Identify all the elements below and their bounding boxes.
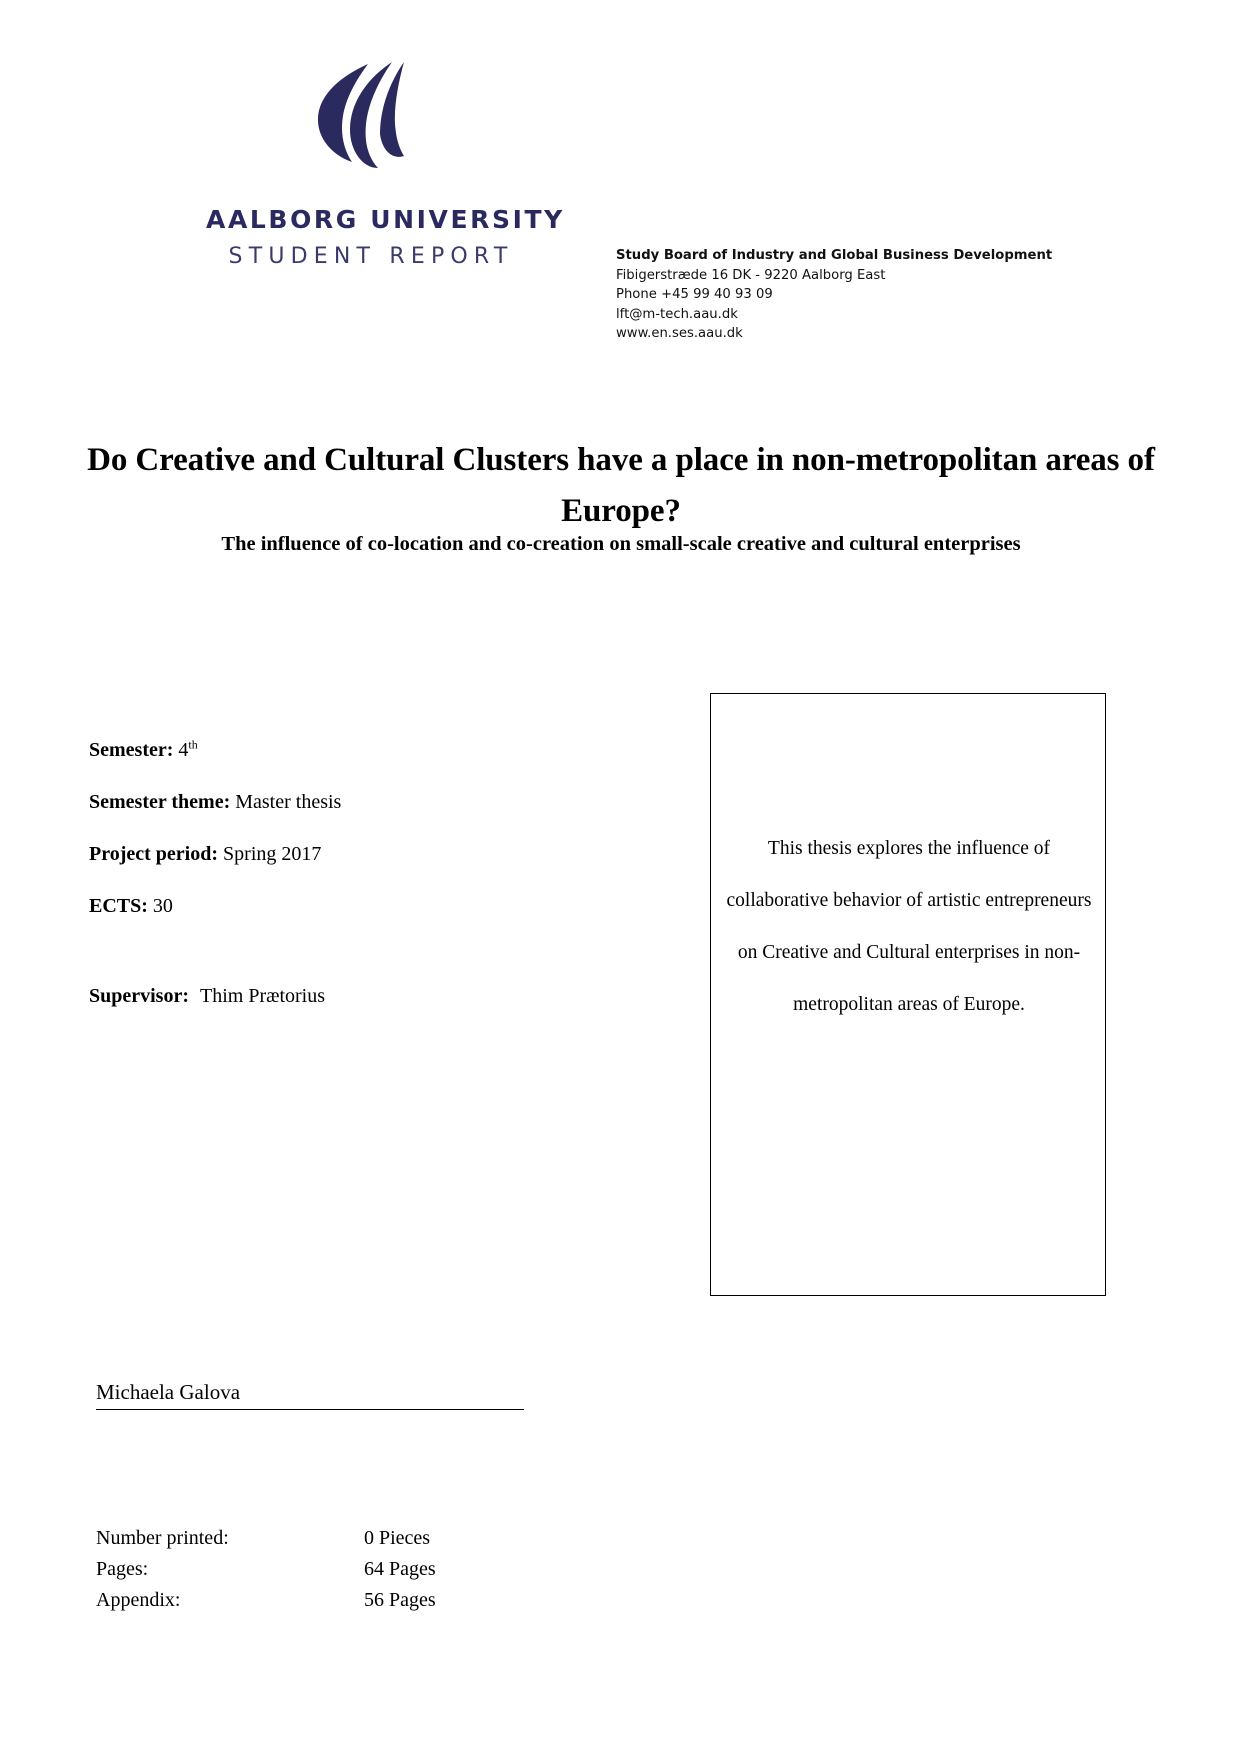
email-line: lft@m-tech.aau.dk — [616, 306, 738, 322]
table-row — [96, 1554, 436, 1585]
signature-block — [96, 1378, 526, 1410]
pages-value: 64 Pages — [364, 1558, 436, 1580]
meta-row-semester — [89, 736, 589, 764]
phone-line: Phone +45 99 40 93 09 — [616, 287, 773, 302]
page-title: Do Creative and Cultural Clusters have a place in non-metropolitan areas of Europe? — [87, 442, 1155, 530]
website-line: www.en.ses.aau.dk — [616, 326, 743, 341]
semester-theme-label: Semester theme: — [89, 791, 231, 813]
supervisor-label: Supervisor: — [89, 985, 189, 1007]
meta-row-ects — [89, 892, 589, 920]
aau-flame-logo-icon — [306, 58, 436, 183]
page-subtitle: The influence of co-location and co-creation on small-scale creative and cultural enterprises — [221, 533, 1021, 555]
author-name: Michaela Galova — [96, 1380, 241, 1404]
address-line: Fibigerstræde 16 DK - 9220 Aalborg East — [616, 267, 886, 283]
project-period-label: Project period: — [89, 843, 219, 865]
semester-theme-value: Master thesis — [235, 791, 342, 813]
semester-ordinal-suffix: th — [188, 737, 198, 752]
number-printed-value: 0 Pieces — [364, 1527, 431, 1549]
pages-label: Pages: — [96, 1558, 149, 1580]
table-row — [96, 1585, 436, 1616]
ects-label: ECTS: — [89, 895, 148, 917]
project-period-value: Spring 2017 — [223, 843, 322, 865]
meta-row-project-period — [89, 840, 589, 868]
study-board-line: Study Board of Industry and Global Business Development — [616, 248, 1053, 263]
appendix-value: 56 Pages — [364, 1589, 436, 1611]
logo-report-type: STUDENT REPORT — [228, 244, 514, 269]
signature-line — [96, 1409, 524, 1410]
table-row — [96, 1523, 436, 1554]
aau-logo-block — [206, 58, 565, 269]
appendix-label: Appendix: — [96, 1589, 181, 1611]
meta-row-supervisor — [89, 982, 589, 1010]
contact-block — [616, 246, 1052, 344]
supervisor-value: Thim Prætorius — [200, 985, 326, 1007]
print-details-table — [96, 1523, 436, 1616]
semester-value: 4 — [178, 739, 189, 761]
project-metadata-list — [89, 736, 589, 1034]
logo-university-name: AALBORG UNIVERSITY — [206, 205, 565, 234]
ects-value: 30 — [152, 895, 173, 917]
number-printed-label: Number printed: — [96, 1527, 229, 1549]
semester-label: Semester: — [89, 739, 174, 761]
abstract-text: This thesis explores the influence of collaborative behavior of artistic entrepreneurs on Creative and Cultural enterprises in non-metropolitan areas of Europe. — [726, 838, 1092, 1015]
abstract-box — [710, 693, 1106, 1296]
meta-row-theme — [89, 788, 589, 816]
